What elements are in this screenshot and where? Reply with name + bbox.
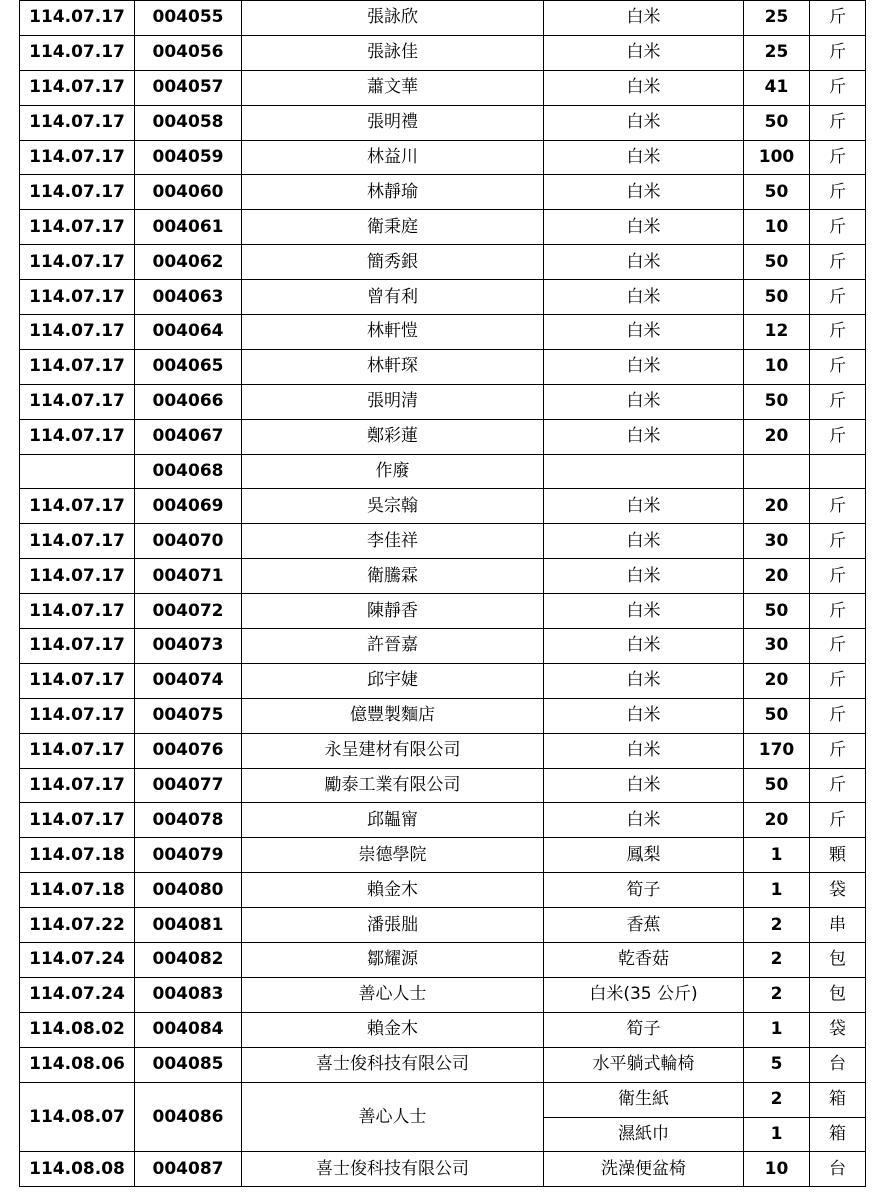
unit-cell: 斤 (810, 280, 866, 315)
unit-cell: 斤 (810, 663, 866, 698)
table-row (20, 70, 866, 105)
unit-cell: 斤 (810, 733, 866, 768)
donor-name-cell: 作廢 (242, 454, 544, 489)
quantity-cell: 50 (744, 698, 810, 733)
date-cell: 114.07.17 (20, 315, 135, 350)
table-row (20, 698, 866, 733)
table-row (20, 908, 866, 943)
item-cell: 白米 (544, 1, 744, 36)
table-row (20, 245, 866, 280)
receipt-number-cell: 004055 (135, 1, 242, 36)
receipt-number-cell: 004062 (135, 245, 242, 280)
donor-name-cell: 潘張朏 (242, 908, 544, 943)
quantity-cell: 2 (744, 1082, 810, 1117)
date-cell: 114.07.17 (20, 140, 135, 175)
receipt-number-cell: 004065 (135, 349, 242, 384)
item-cell: 白米 (544, 559, 744, 594)
donor-name-cell: 永呈建材有限公司 (242, 733, 544, 768)
quantity-cell: 20 (744, 559, 810, 594)
quantity-cell (744, 454, 810, 489)
receipt-number-cell: 004061 (135, 210, 242, 245)
item-cell: 白米 (544, 315, 744, 350)
item-cell: 白米 (544, 733, 744, 768)
receipt-number-cell: 004070 (135, 524, 242, 559)
receipt-number-cell: 004080 (135, 873, 242, 908)
donation-ledger-table (19, 0, 866, 1187)
table-row (20, 943, 866, 978)
receipt-number-cell: 004074 (135, 663, 242, 698)
receipt-number-cell: 004075 (135, 698, 242, 733)
table-row (20, 594, 866, 629)
quantity-cell: 50 (744, 105, 810, 140)
quantity-cell: 50 (744, 384, 810, 419)
item-cell (544, 454, 744, 489)
table-row (20, 803, 866, 838)
unit-cell: 斤 (810, 803, 866, 838)
unit-cell: 斤 (810, 1, 866, 36)
receipt-number-cell: 004060 (135, 175, 242, 210)
donor-name-cell: 善心人士 (242, 1082, 544, 1152)
unit-cell: 斤 (810, 210, 866, 245)
donor-name-cell: 邱韞甯 (242, 803, 544, 838)
unit-cell: 斤 (810, 245, 866, 280)
donor-name-cell: 張詠佳 (242, 35, 544, 70)
unit-cell: 顆 (810, 838, 866, 873)
item-cell: 衛生紙 (544, 1082, 744, 1117)
receipt-number-cell: 004077 (135, 768, 242, 803)
donor-name-cell: 林軒琛 (242, 349, 544, 384)
item-cell: 筍子 (544, 873, 744, 908)
quantity-cell: 170 (744, 733, 810, 768)
receipt-number-cell: 004057 (135, 70, 242, 105)
date-cell: 114.08.07 (20, 1082, 135, 1152)
receipt-number-cell: 004087 (135, 1152, 242, 1187)
receipt-number-cell: 004059 (135, 140, 242, 175)
donor-name-cell: 鄭彩蓮 (242, 419, 544, 454)
item-cell: 鳳梨 (544, 838, 744, 873)
table-row (20, 384, 866, 419)
quantity-cell: 10 (744, 210, 810, 245)
receipt-number-cell: 004071 (135, 559, 242, 594)
date-cell (20, 454, 135, 489)
unit-cell: 斤 (810, 524, 866, 559)
item-cell: 白米 (544, 594, 744, 629)
item-cell: 筍子 (544, 1012, 744, 1047)
donor-name-cell: 林靜瑜 (242, 175, 544, 210)
unit-cell: 斤 (810, 419, 866, 454)
unit-cell: 台 (810, 1152, 866, 1187)
item-cell: 白米(35 公斤) (544, 977, 744, 1012)
quantity-cell: 20 (744, 663, 810, 698)
receipt-number-cell: 004076 (135, 733, 242, 768)
date-cell: 114.08.08 (20, 1152, 135, 1187)
quantity-cell: 41 (744, 70, 810, 105)
receipt-number-cell: 004069 (135, 489, 242, 524)
item-cell: 白米 (544, 489, 744, 524)
quantity-cell: 1 (744, 838, 810, 873)
receipt-number-cell: 004058 (135, 105, 242, 140)
donor-name-cell: 張詠欣 (242, 1, 544, 36)
table-row (20, 1082, 866, 1117)
table-row (20, 489, 866, 524)
donor-name-cell: 張明清 (242, 384, 544, 419)
table-row (20, 315, 866, 350)
item-cell: 白米 (544, 280, 744, 315)
donor-name-cell: 衛秉庭 (242, 210, 544, 245)
unit-cell: 斤 (810, 629, 866, 664)
donor-name-cell: 喜士俊科技有限公司 (242, 1047, 544, 1082)
table-row (20, 280, 866, 315)
donor-name-cell: 勵泰工業有限公司 (242, 768, 544, 803)
table-row (20, 419, 866, 454)
receipt-number-cell: 004079 (135, 838, 242, 873)
receipt-number-cell: 004081 (135, 908, 242, 943)
date-cell: 114.07.17 (20, 245, 135, 280)
table-row (20, 1152, 866, 1187)
item-cell: 白米 (544, 245, 744, 280)
receipt-number-cell: 004064 (135, 315, 242, 350)
table-row (20, 663, 866, 698)
receipt-number-cell: 004073 (135, 629, 242, 664)
ledger-body (20, 1, 866, 1187)
unit-cell: 箱 (810, 1117, 866, 1152)
donor-name-cell: 簡秀銀 (242, 245, 544, 280)
table-row (20, 1047, 866, 1082)
item-cell: 白米 (544, 803, 744, 838)
unit-cell (810, 454, 866, 489)
receipt-number-cell: 004063 (135, 280, 242, 315)
date-cell: 114.07.17 (20, 35, 135, 70)
donor-name-cell: 蕭文華 (242, 70, 544, 105)
item-cell: 香蕉 (544, 908, 744, 943)
donor-name-cell: 張明禮 (242, 105, 544, 140)
table-row (20, 524, 866, 559)
date-cell: 114.07.17 (20, 663, 135, 698)
item-cell: 白米 (544, 629, 744, 664)
date-cell: 114.07.17 (20, 384, 135, 419)
donor-name-cell: 許晉嘉 (242, 629, 544, 664)
quantity-cell: 1 (744, 1117, 810, 1152)
receipt-number-cell: 004056 (135, 35, 242, 70)
date-cell: 114.07.17 (20, 280, 135, 315)
donor-name-cell: 億豐製麵店 (242, 698, 544, 733)
unit-cell: 袋 (810, 1012, 866, 1047)
table-row (20, 873, 866, 908)
item-cell: 白米 (544, 663, 744, 698)
date-cell: 114.07.17 (20, 629, 135, 664)
item-cell: 白米 (544, 349, 744, 384)
item-cell: 白米 (544, 70, 744, 105)
donor-name-cell: 崇德學院 (242, 838, 544, 873)
donor-name-cell: 衛騰霖 (242, 559, 544, 594)
quantity-cell: 10 (744, 1152, 810, 1187)
item-cell: 乾香菇 (544, 943, 744, 978)
donor-name-cell: 吳宗翰 (242, 489, 544, 524)
table-row (20, 35, 866, 70)
quantity-cell: 30 (744, 629, 810, 664)
quantity-cell: 25 (744, 1, 810, 36)
donor-name-cell: 林軒愷 (242, 315, 544, 350)
item-cell: 白米 (544, 768, 744, 803)
date-cell: 114.07.24 (20, 977, 135, 1012)
date-cell: 114.07.22 (20, 908, 135, 943)
quantity-cell: 2 (744, 908, 810, 943)
quantity-cell: 50 (744, 594, 810, 629)
date-cell: 114.07.17 (20, 1, 135, 36)
date-cell: 114.07.17 (20, 210, 135, 245)
unit-cell: 斤 (810, 489, 866, 524)
date-cell: 114.07.18 (20, 838, 135, 873)
quantity-cell: 20 (744, 419, 810, 454)
quantity-cell: 25 (744, 35, 810, 70)
table-row (20, 559, 866, 594)
quantity-cell: 1 (744, 1012, 810, 1047)
table-row (20, 1, 866, 36)
donor-name-cell: 邱宇婕 (242, 663, 544, 698)
quantity-cell: 20 (744, 803, 810, 838)
unit-cell: 台 (810, 1047, 866, 1082)
date-cell: 114.07.17 (20, 594, 135, 629)
quantity-cell: 1 (744, 873, 810, 908)
item-cell: 白米 (544, 140, 744, 175)
item-cell: 白米 (544, 105, 744, 140)
donor-name-cell: 曾有利 (242, 280, 544, 315)
quantity-cell: 5 (744, 1047, 810, 1082)
table-row (20, 1012, 866, 1047)
date-cell: 114.07.17 (20, 803, 135, 838)
receipt-number-cell: 004067 (135, 419, 242, 454)
unit-cell: 斤 (810, 140, 866, 175)
unit-cell: 袋 (810, 873, 866, 908)
receipt-number-cell: 004078 (135, 803, 242, 838)
date-cell: 114.07.17 (20, 105, 135, 140)
receipt-number-cell: 004085 (135, 1047, 242, 1082)
unit-cell: 斤 (810, 315, 866, 350)
table-row (20, 629, 866, 664)
unit-cell: 包 (810, 943, 866, 978)
donor-name-cell: 鄒耀源 (242, 943, 544, 978)
date-cell: 114.07.18 (20, 873, 135, 908)
item-cell: 白米 (544, 524, 744, 559)
table-row (20, 768, 866, 803)
table-row (20, 349, 866, 384)
quantity-cell: 20 (744, 489, 810, 524)
table-row (20, 838, 866, 873)
item-cell: 白米 (544, 384, 744, 419)
date-cell: 114.07.17 (20, 733, 135, 768)
date-cell: 114.07.17 (20, 419, 135, 454)
table-row (20, 175, 866, 210)
unit-cell: 斤 (810, 70, 866, 105)
item-cell: 白米 (544, 419, 744, 454)
item-cell: 白米 (544, 175, 744, 210)
table-row (20, 210, 866, 245)
unit-cell: 斤 (810, 35, 866, 70)
table-row (20, 733, 866, 768)
quantity-cell: 2 (744, 977, 810, 1012)
date-cell: 114.07.17 (20, 489, 135, 524)
item-cell: 濕紙巾 (544, 1117, 744, 1152)
date-cell: 114.07.17 (20, 175, 135, 210)
quantity-cell: 50 (744, 768, 810, 803)
receipt-number-cell: 004084 (135, 1012, 242, 1047)
unit-cell: 斤 (810, 594, 866, 629)
table-row (20, 977, 866, 1012)
receipt-number-cell: 004083 (135, 977, 242, 1012)
date-cell: 114.07.17 (20, 70, 135, 105)
quantity-cell: 50 (744, 245, 810, 280)
date-cell: 114.07.17 (20, 698, 135, 733)
unit-cell: 斤 (810, 175, 866, 210)
quantity-cell: 10 (744, 349, 810, 384)
receipt-number-cell: 004086 (135, 1082, 242, 1152)
donor-name-cell: 善心人士 (242, 977, 544, 1012)
quantity-cell: 50 (744, 175, 810, 210)
date-cell: 114.07.17 (20, 768, 135, 803)
date-cell: 114.08.02 (20, 1012, 135, 1047)
table-row (20, 454, 866, 489)
unit-cell: 箱 (810, 1082, 866, 1117)
item-cell: 白米 (544, 698, 744, 733)
receipt-number-cell: 004082 (135, 943, 242, 978)
item-cell: 白米 (544, 35, 744, 70)
quantity-cell: 30 (744, 524, 810, 559)
unit-cell: 斤 (810, 349, 866, 384)
unit-cell: 斤 (810, 105, 866, 140)
quantity-cell: 2 (744, 943, 810, 978)
date-cell: 114.07.17 (20, 524, 135, 559)
unit-cell: 包 (810, 977, 866, 1012)
date-cell: 114.07.24 (20, 943, 135, 978)
unit-cell: 斤 (810, 768, 866, 803)
donor-name-cell: 賴金木 (242, 873, 544, 908)
unit-cell: 串 (810, 908, 866, 943)
donor-name-cell: 喜士俊科技有限公司 (242, 1152, 544, 1187)
quantity-cell: 100 (744, 140, 810, 175)
unit-cell: 斤 (810, 384, 866, 419)
receipt-number-cell: 004066 (135, 384, 242, 419)
donor-name-cell: 陳靜香 (242, 594, 544, 629)
date-cell: 114.07.17 (20, 559, 135, 594)
unit-cell: 斤 (810, 698, 866, 733)
quantity-cell: 12 (744, 315, 810, 350)
donor-name-cell: 賴金木 (242, 1012, 544, 1047)
donor-name-cell: 李佳祥 (242, 524, 544, 559)
date-cell: 114.07.17 (20, 349, 135, 384)
receipt-number-cell: 004068 (135, 454, 242, 489)
unit-cell: 斤 (810, 559, 866, 594)
item-cell: 白米 (544, 210, 744, 245)
item-cell: 洗澡便盆椅 (544, 1152, 744, 1187)
item-cell: 水平躺式輪椅 (544, 1047, 744, 1082)
receipt-number-cell: 004072 (135, 594, 242, 629)
table-row (20, 105, 866, 140)
quantity-cell: 50 (744, 280, 810, 315)
table-row (20, 140, 866, 175)
donor-name-cell: 林益川 (242, 140, 544, 175)
date-cell: 114.08.06 (20, 1047, 135, 1082)
